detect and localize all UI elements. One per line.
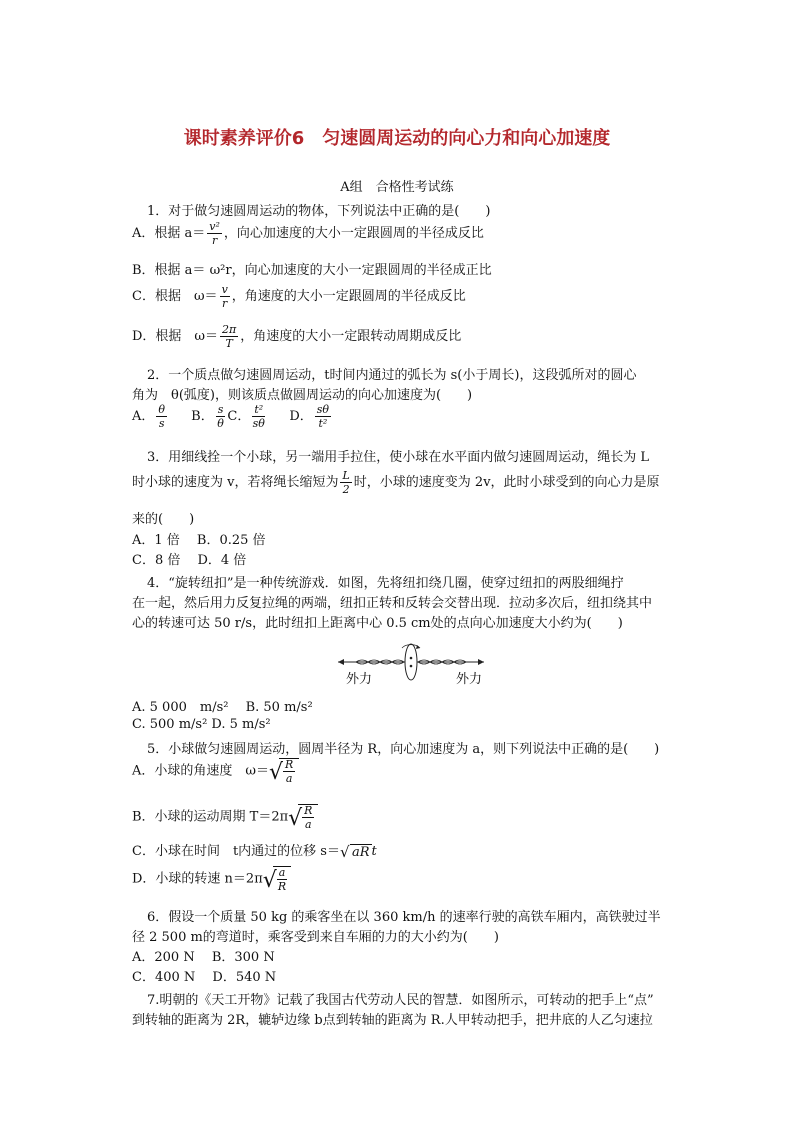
q4-line2: 在一起，然后用力反复拉绳的两端，纽扣正转和反转会交替出现．拉动多次后，纽扣绕其中 (132, 596, 653, 611)
q2-line2: 角为 θ(弧度)，则该质点做圆周运动的向心加速度为( ) (132, 388, 473, 403)
q1-option-a: A．根据 a＝ $\frac{\text{v²}}{r}$ ，向心加速度的大小一定跟圆周的半径成反比 (132, 220, 484, 247)
q1-stem: 1．对于做匀速圆周运动的物体，下列说法中正确的是( ) (147, 204, 491, 219)
q3-line1: 3．用细线拴一个小球，另一端用手拉住，使小球在水平面内做匀速圆周运动，绳长为 L (147, 450, 650, 465)
q5-option-d: D．小球的转速 n＝2π √ $\frac{a}{R}$ (132, 866, 291, 892)
q4-options-cd: C. 500 m/s² D. 5 m/s² (132, 717, 271, 732)
page-title: 课时素养评价6 匀速圆周运动的向心力和向心加速度 (183, 128, 611, 149)
q5-option-b: B．小球的运动周期 T＝2π √ $\frac{R}{a}$ (132, 804, 318, 830)
q6-line1: 6．假设一个质量 50 kg 的乘客坐在以 360 km/h 的速率行驶的高铁车厢内，高铁驶过半 (147, 910, 661, 925)
q4-line1: 4．“旋转纽扣”是一种传统游戏．如图，先将纽扣绕几圈，使穿过纽扣的两股细绳拧 (147, 576, 624, 591)
q6-options-ab: A．200 N B．300 N (132, 950, 275, 965)
q7-line2: 到转轴的距离为 2R，辘轳边缘 b点到转轴的距离为 R.人甲转动把手，把井底的人乙匀速拉 (132, 1013, 653, 1028)
q6-options-cd: C．400 N D．540 N (132, 970, 277, 985)
q5-option-a: A．小球的角速度 ω＝ √ $\frac{R}{a}$ (132, 758, 299, 784)
q3-options-ab: A．1 倍 B．0.25 倍 (132, 533, 266, 548)
q6-line2: 径 2 500 m的弯道时，乘客受到来自车厢的力的大小约为( ) (132, 930, 499, 945)
q7-line1: 7.明朝的《天工开物》记载了我国古代劳动人民的智慧．如图所示，可转动的把手上“点” (147, 993, 654, 1008)
figure-label-right: 外力 (456, 672, 483, 687)
q1-option-c: C．根据 ω＝ $\frac{v}{r}$ ，角速度的大小一定跟圆周的半径成反比 (132, 283, 466, 310)
q5-option-c: C．小球在时间 t内通过的位移 s＝ √ aR t (132, 842, 377, 861)
q4-line3: 心的转速可达 50 r/s，此时纽扣上距离中心 0.5 cm处的点向心加速度大小约为( ) (132, 616, 623, 631)
q3-line2: 时小球的速度为 v，若将绳长缩短为 $\frac{L}{2}$ 时，小球的速度变为 2v，此时小球受到的向心力是原 (132, 469, 660, 496)
q2-options: A． $\frac{\theta}{s}$ B． $\frac{s}{\theta}$ C． $\frac{\text{t²}}{s\theta}$ D． $\frac{s\theta}{\text{t²}}$ (132, 403, 330, 430)
q1-option-b: B．根据 a＝ ω²r，向心加速度的大小一定跟圆周的半径成正比 (132, 263, 492, 278)
q1-option-d: D．根据 ω＝ $\frac{2\pi}{T}$ ，角速度的大小一定跟转动周期成反比 (132, 323, 462, 350)
section-heading: A组 合格性考试练 (340, 180, 454, 195)
q3-options-cd: C．8 倍 D．4 倍 (132, 553, 247, 568)
q2-line1: 2．一个质点做匀速圆周运动，t时间内通过的弧长为 s(小于周长)，这段弧所对的圆心 (147, 368, 637, 383)
q3-line3: 来的( ) (132, 512, 195, 527)
figure-label-left: 外力 (346, 672, 373, 687)
q5-stem: 5．小球做匀速圆周运动，圆周半径为 R，向心加速度为 a，则下列说法中正确的是( ) (147, 742, 660, 757)
q4-options-ab: A. 5 000 m/s² B. 50 m/s² (132, 700, 313, 715)
